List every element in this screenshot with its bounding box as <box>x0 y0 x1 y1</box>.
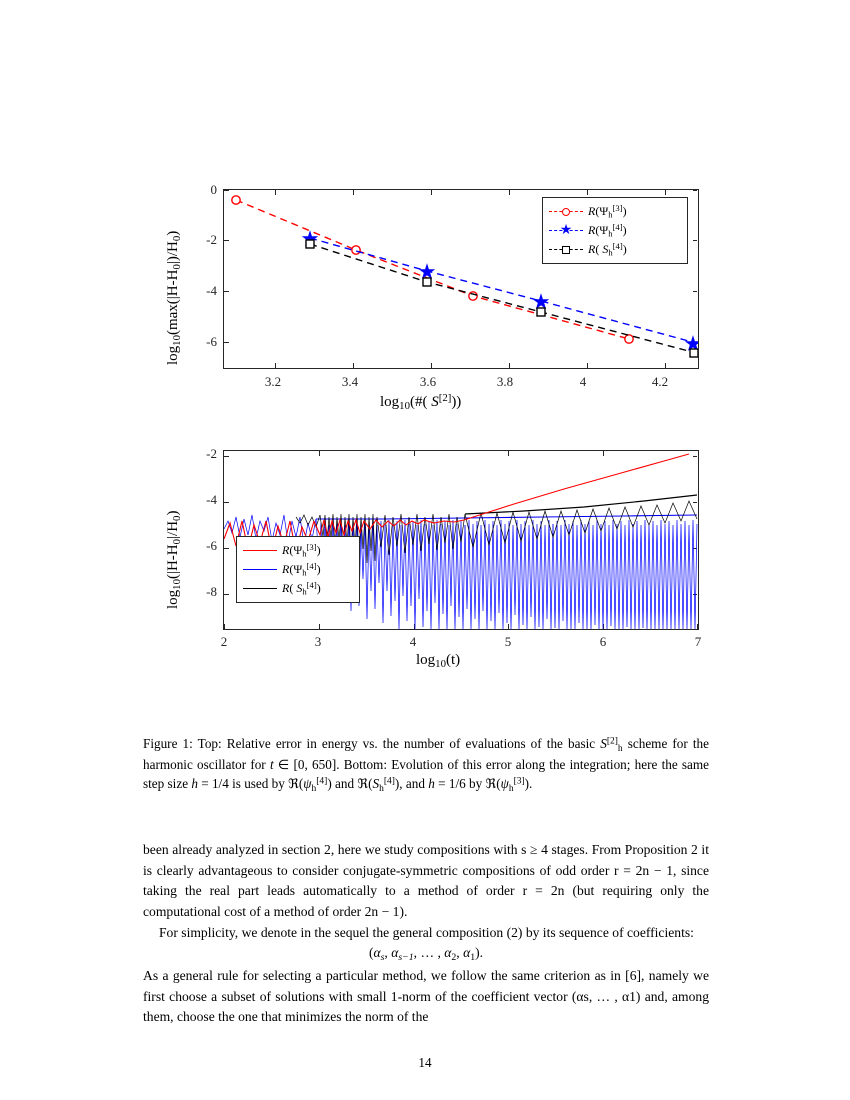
bottom-chart-ytick: -2 <box>206 446 217 461</box>
bottom-chart <box>143 444 708 679</box>
body-text <box>143 840 709 1028</box>
legend-item <box>243 541 353 560</box>
top-chart-xtick: 4.2 <box>651 374 669 389</box>
top-chart-ytick: -2 <box>206 232 217 247</box>
top-chart-ytick: -6 <box>206 334 217 349</box>
top-chart <box>143 175 708 413</box>
legend-item <box>549 221 681 240</box>
bottom-chart-xtick: 3 <box>314 634 322 649</box>
legend-label: $R(\Psi_h[4])$ <box>588 222 627 239</box>
legend-label: $R(\Psi_h[3])$ <box>282 542 321 559</box>
top-chart-xtick: 3.8 <box>496 374 514 389</box>
figure-caption-label: Figure 1: <box>143 736 193 751</box>
bottom-chart-xtick: 7 <box>694 634 702 649</box>
paragraph-1: been already analyzed in section 2, here we study compositions with s ≥ 4 stages. From Proposition 2 it is clearly advantageous to consider conjugate-symmetric compositions of odd order r = 2n − 1, since taking the real part leads automatically to a method of order r = 2n (but requiring only the computational cost of a method of order 2n − 1). <box>143 842 709 919</box>
paragraph-2: For simplicity, we denote in the sequel the general composition (2) by its sequence of coefficients: <box>159 924 694 940</box>
bottom-chart-ytick: -6 <box>206 538 217 553</box>
legend-item <box>549 240 681 259</box>
top-chart-xtick: 4 <box>579 374 587 389</box>
legend-label: $R(\Psi_h[4])$ <box>282 561 321 578</box>
legend-swatch-blue-line-icon <box>243 564 277 576</box>
legend-item <box>243 560 353 579</box>
legend-label: R( $S_h[4]$) <box>588 241 627 258</box>
bottom-chart-xtick: 6 <box>599 634 607 649</box>
bottom-chart-xtick: 2 <box>220 634 228 649</box>
top-chart-legend <box>542 197 688 264</box>
top-chart-xtick: 3.2 <box>264 374 282 389</box>
bottom-chart-xtick: 4 <box>409 634 417 649</box>
bottom-chart-xlabel: $\log_{10}(t)$ <box>416 652 461 671</box>
figure-caption: Figure 1: Top: Relative error in energy vs. the number of evaluations of the basic $S[2]_h$ scheme for the harmonic oscillator for t ∈ [0, 650]. Bottom: Evolution of this error along the integration; here the same step size h = 1/4 is used by $ℜ(\psi_h[4])$ and $ℜ(S_h[4])$, and h = 1/6 by $ℜ(\psi_h[3])$. <box>143 736 709 794</box>
legend-swatch-red-circle-icon <box>549 206 583 218</box>
top-chart-ylabel: $\log_{10}(\max(|H-H_0|)/H_0)$ <box>165 230 184 365</box>
top-chart-ytick: 0 <box>210 182 217 197</box>
bottom-chart-ylabel: $\log_{10}(|H-H_0|/H_0)$ <box>165 510 184 609</box>
legend-item <box>549 202 681 221</box>
paragraph-3: As a general rule for selecting a particular method, we follow the same criterion as in [6], namely we first choose a subset of solutions with small 1-norm of the coefficient vector (αs, … , α1) and, among them, choose the one that minimizes the norm of the <box>143 968 709 1025</box>
legend-swatch-black-line-icon <box>243 583 277 595</box>
legend-swatch-red-line-icon <box>243 545 277 557</box>
legend-label: $R(\Psi_h[3])$ <box>588 203 627 220</box>
bottom-chart-ytick: -8 <box>206 584 217 599</box>
bottom-chart-legend <box>236 536 360 603</box>
page-number: 14 <box>418 1055 432 1070</box>
display-equation: ($\alpha_s$, $\alpha_{s-1}$, … , $\alpha_2$, $\alpha_1$). <box>368 945 484 964</box>
legend-label: R( $S_h[4]$) <box>282 580 321 597</box>
bottom-chart-ytick: -4 <box>206 492 217 507</box>
top-chart-xtick: 3.6 <box>419 374 437 389</box>
legend-item <box>243 579 353 598</box>
bottom-chart-xtick: 5 <box>504 634 512 649</box>
top-chart-ytick: -4 <box>206 283 217 298</box>
legend-swatch-blue-star-icon: ★ <box>549 225 583 237</box>
top-chart-xtick: 3.4 <box>341 374 359 389</box>
figure-1 <box>143 175 708 679</box>
legend-swatch-black-square-icon <box>549 244 583 256</box>
top-chart-xlabel: $\log_{10}(\#$( S[2])) <box>380 392 462 413</box>
